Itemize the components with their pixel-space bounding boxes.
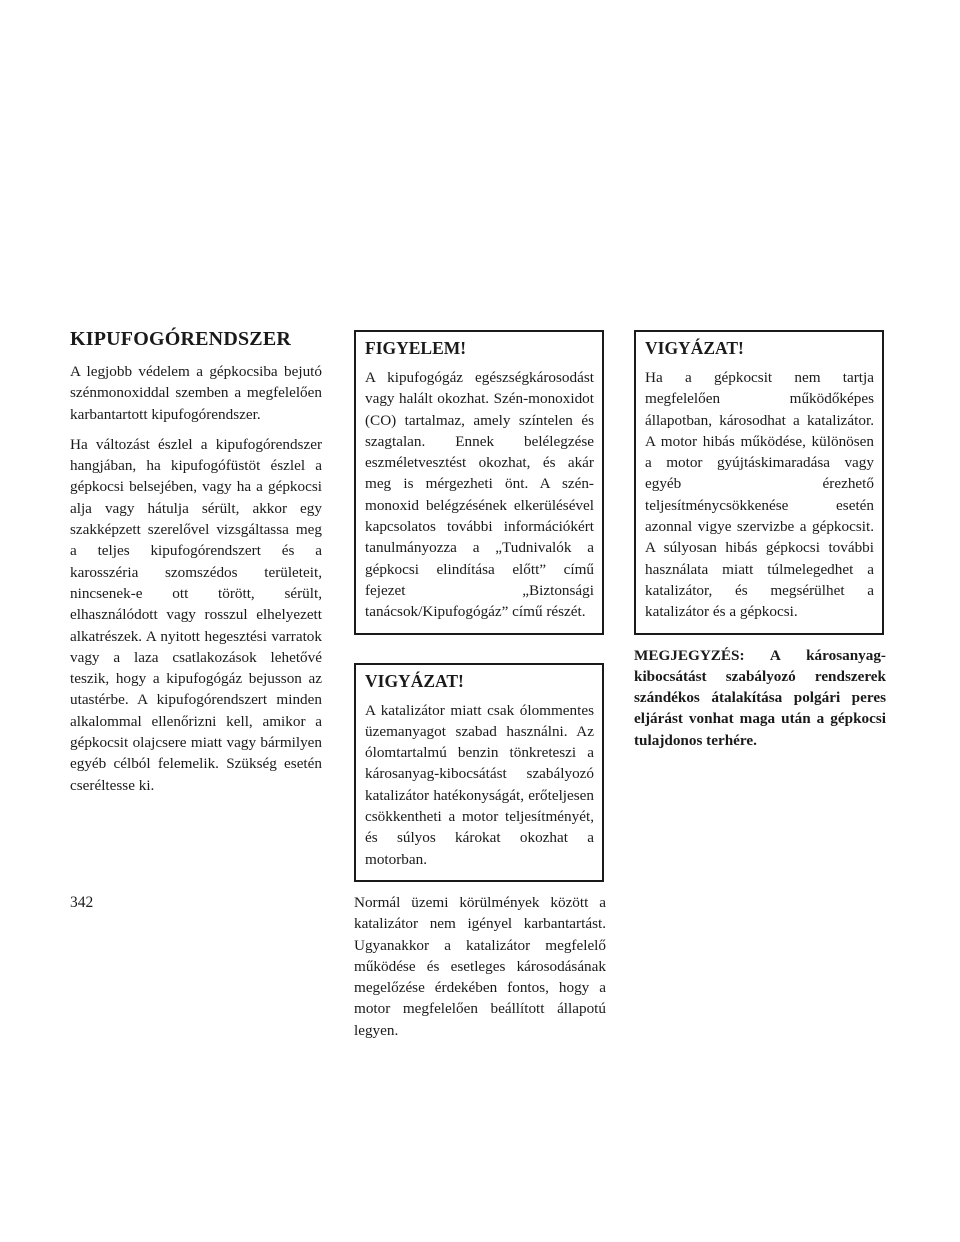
catalyst-paragraph: Normál üzemi körülmények között a katalizátor nem igényel karbantartást. Ugyanakkor a katalizátor megfelelő működése és esetleges károsodásának megelőzése érdekében fontos, hogy a motor megfelelően beállított állapotú legyen.: [354, 893, 606, 1039]
inspection-paragraph: Ha változást észlel a kipufogórendszer hangjában, ha kipufogófüstöt észlel a gépkocsi belsejében, vagy ha a gépkocsi alja vagy hátulja sérült, akkor egy szakképzett szerelővel vizsgáltassa meg a teljes kipufogórendszert és a karosszéria szomszédos területeit, nincsenek-e ott törött, sérült, elhasználódott vagy rosszul elhelyezett alkatrészek. A nyitott hegesztési varratok vagy a laza csatlakozások lehetővé teszik, hogy a kipufogógáz bejusson az utastérbe. A kipufogórendszert minden alkalommal ellenőrizni kell, amikor a gépkocsit olajcsere miatt vagy bármilyen egyéb célból felemelik. Szükség esetén cseréltesse ki.: [70, 435, 322, 794]
warning-text: Ha a gépkocsit nem tartja megfelelően működőképes állapotban, károsodhat a katalizátor. A motor hibás működése, különösen a motor gyújtáskimaradása vagy egyéb érezhető teljesítménycsökkenése esetén azonnal vigye szervizbe a gépkocsit. A súlyosan hibás gépkocsi további használata miatt túlmelegedhet a katalizátor, és megsérülhet a katalizátor és a gépkocsi.: [645, 369, 874, 621]
section-title: KIPUFOGÓRENDSZER: [70, 328, 292, 350]
middle-column: [354, 322, 606, 1050]
warning-title: FIGYELEM!: [365, 338, 467, 358]
warning-title: VIGYÁZAT!: [365, 670, 464, 691]
warning-text: A kipufogógáz egészségkárosodást vagy halált okozhat. Szén-monoxidot (CO) tartalmaz, amely színtelen és szagtalan. Ennek belélegzése eszméletvesztést okozhat, és akár meg is mérgezheti önt. A szén-monoxid belégzésének elkerülésével kapcsolatos további információkért tanulmányozza a „Tudnivalók a gépkocsi elindítása előtt” című fejezet „Biztonsági tanácsok/Kipufogógáz” című részét.: [365, 369, 594, 621]
warning-title: VIGYÁZAT!: [645, 338, 744, 358]
warning-text: A katalizátor miatt csak ólommentes üzemanyagot szabad használni. Az ólomtartalmú benzin tönkreteszi a károsanyag-kibocsátást szabályozó katalizátor hatékonyságát, erőteljesen csökkentheti a motor teljesítményét, és súlyos károkat okozhat a motorban.: [365, 701, 594, 868]
note-paragraph: MEGJEGYZÉS: A károsanyag-kibocsátást szabályozó rendszerek szándékos átalakítása polgári peres eljárást vonhat maga után a gépkocsi tulajdonos terhére.: [634, 646, 886, 749]
right-column: [634, 322, 886, 760]
intro-paragraph: A legjobb védelem a gépkocsiba bejutó szénmonoxiddal szemben a megfelelően karbantartott kipufogórendszer.: [70, 363, 322, 423]
warning-box-vigyazat-fuel: [354, 663, 604, 882]
left-column: [70, 322, 322, 805]
warning-box-figyelem: [354, 330, 604, 635]
page-number: 342: [70, 894, 94, 911]
warning-box-vigyazat-catalyst: [634, 330, 884, 635]
